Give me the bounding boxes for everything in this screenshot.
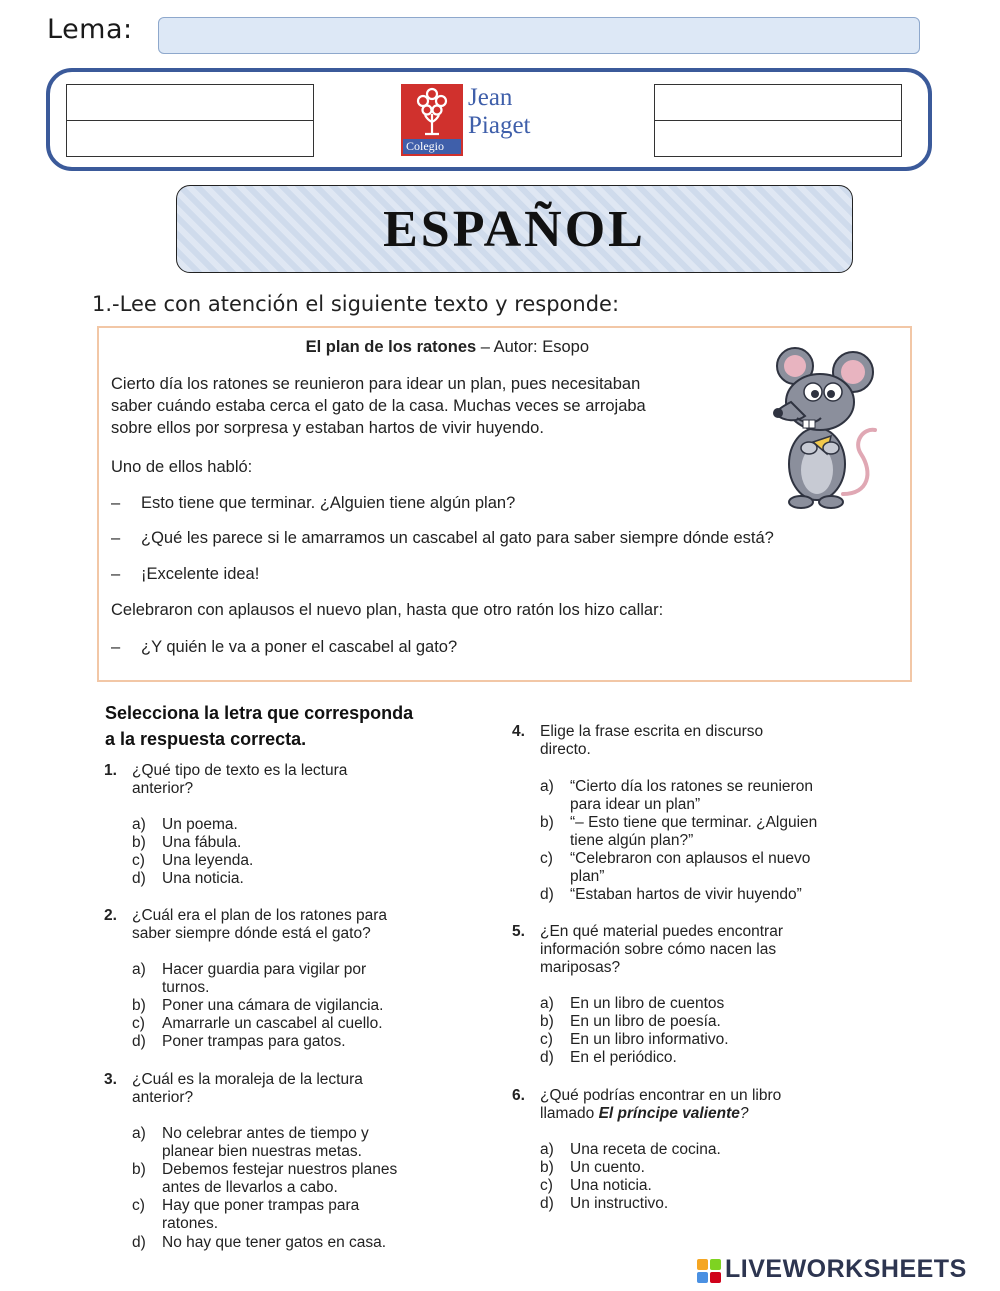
option-text	[162, 1197, 447, 1233]
option-text-line: antes de llevarlos a cabo.	[162, 1179, 338, 1196]
option-2d[interactable]	[132, 1033, 452, 1051]
stem-line: Elige la frase escrita en discurso	[540, 723, 764, 740]
option-text-line: tiene algún plan?”	[570, 832, 694, 849]
header-field-right-1[interactable]	[655, 85, 901, 121]
instruction-text: 1.-Lee con atención el siguiente texto y responde:	[92, 292, 620, 316]
stem-line: información sobre cómo nacen las	[540, 941, 777, 958]
stem-line: ¿Cuál es la moraleja de la lectura	[132, 1071, 363, 1088]
stem-suffix: ?	[739, 1105, 749, 1122]
dialog-line-3	[111, 565, 259, 584]
option-text: No hay que tener gatos en casa.	[162, 1234, 387, 1251]
header-field-right-2[interactable]	[655, 121, 901, 157]
option-text: Amarrarle un cascabel al cuello.	[162, 1015, 383, 1032]
option-text: Una leyenda.	[162, 852, 254, 869]
option-text: Una fábula.	[162, 834, 242, 851]
option-text: Poner una cámara de vigilancia.	[162, 997, 384, 1014]
school-logo	[401, 84, 561, 158]
option-text	[570, 778, 855, 814]
logo-name	[468, 84, 531, 140]
question-number: 5.	[512, 923, 525, 940]
option-text	[162, 1161, 447, 1197]
stem-line: ¿Qué tipo de texto es la lectura	[132, 762, 348, 779]
select-instruction	[105, 700, 465, 752]
option-text-line: “Celebraron con aplausos el nuevo	[570, 850, 811, 867]
option-3c[interactable]	[132, 1197, 452, 1233]
option-text	[162, 961, 447, 997]
brand-name: LIVEWORKSHEETS	[725, 1255, 967, 1283]
option-letter: c)	[132, 1197, 145, 1214]
question-stem	[132, 907, 452, 943]
option-letter: a)	[540, 778, 554, 795]
option-5b[interactable]	[540, 1013, 860, 1031]
option-3d[interactable]	[132, 1234, 452, 1252]
question-stem	[540, 723, 860, 759]
question-number: 1.	[104, 762, 117, 779]
option-letter: d)	[132, 1033, 146, 1050]
option-4c[interactable]	[540, 850, 860, 886]
dialog-dash: –	[111, 565, 121, 583]
stem-line: ¿Qué podrías encontrar en un libro	[540, 1087, 782, 1104]
question-number: 3.	[104, 1071, 117, 1088]
reading-p1-line: Cierto día los ratones se reunieron para idear un plan, pues necesitaban	[111, 375, 641, 393]
option-letter: d)	[132, 870, 146, 887]
option-letter: b)	[540, 814, 554, 831]
stem-line: saber siempre dónde está el gato?	[132, 925, 371, 942]
question-stem	[540, 1087, 860, 1123]
question-stem	[132, 1071, 452, 1107]
brand-blocks-icon	[697, 1259, 723, 1283]
reading-paragraph-3: Celebraron con aplausos el nuevo plan, hasta que otro ratón los hizo callar:	[111, 601, 664, 619]
option-letter: d)	[132, 1234, 146, 1251]
header-field-left-2[interactable]	[67, 121, 313, 157]
option-text-line: plan”	[570, 868, 605, 885]
book-title: El príncipe valiente	[598, 1105, 740, 1122]
option-text: Un cuento.	[570, 1159, 645, 1176]
option-6b[interactable]	[540, 1159, 860, 1177]
option-text	[162, 1125, 447, 1161]
mouse-illustration	[765, 344, 883, 510]
page-title: ESPAÑOL	[383, 201, 646, 258]
option-letter: b)	[132, 997, 146, 1014]
option-1c[interactable]	[132, 852, 452, 870]
option-letter: c)	[132, 1015, 145, 1032]
dialog-text: ¿Y quién le va a poner el cascabel al gato?	[141, 638, 458, 656]
option-text-line: para idear un plan”	[570, 796, 701, 813]
option-text: Una receta de cocina.	[570, 1141, 721, 1158]
option-text	[570, 850, 855, 886]
option-text-line: ratones.	[162, 1215, 219, 1232]
option-text: Una noticia.	[162, 870, 244, 887]
option-text-line: turnos.	[162, 979, 210, 996]
option-letter: c)	[540, 1031, 553, 1048]
dialog-text: ¿Qué les parece si le amarramos un cascabel al gato para saber siempre dónde está?	[141, 529, 774, 547]
option-text-line: Hay que poner trampas para	[162, 1197, 360, 1214]
option-text-line: Hacer guardia para vigilar por	[162, 961, 367, 978]
lema-label: Lema:	[47, 14, 133, 45]
option-3b[interactable]	[132, 1161, 452, 1197]
option-2a[interactable]	[132, 961, 452, 997]
option-text: “Estaban hartos de vivir huyendo”	[570, 886, 802, 903]
reading-p1-line: saber cuándo estaba cerca el gato de la casa. Muchas veces se arrojaba	[111, 397, 646, 415]
option-2b[interactable]	[132, 997, 452, 1015]
select-instruction-line: a la respuesta correcta.	[105, 729, 307, 749]
option-letter: c)	[540, 850, 553, 867]
option-text-line: “Cierto día los ratones se reunieron	[570, 778, 813, 795]
reading-title-author: – Autor: Esopo	[476, 338, 589, 356]
option-text: Una noticia.	[570, 1177, 652, 1194]
option-text: Un poema.	[162, 816, 238, 833]
stem-line	[540, 1105, 860, 1123]
option-1b[interactable]	[132, 834, 452, 852]
option-6c[interactable]	[540, 1177, 860, 1195]
stem-line: ¿En qué material puedes encontrar	[540, 923, 783, 940]
option-text-line: Debemos festejar nuestros planes	[162, 1161, 398, 1178]
option-letter: a)	[132, 816, 146, 833]
logo-line-2: Piaget	[468, 112, 531, 139]
logo-tree-icon	[401, 84, 463, 156]
header-field-left-1[interactable]	[67, 85, 313, 121]
stem-line: mariposas?	[540, 959, 621, 976]
option-text-line: “– Esto tiene que terminar. ¿Alguien	[570, 814, 818, 831]
option-1d[interactable]	[132, 870, 452, 888]
lema-input[interactable]	[158, 17, 920, 54]
option-letter: c)	[540, 1177, 553, 1194]
option-letter: b)	[132, 1161, 146, 1178]
reading-p1-line: sobre ellos por sorpresa y estaban hartos de vivir huyendo.	[111, 419, 544, 437]
dialog-line-1	[111, 494, 515, 513]
dialog-dash: –	[111, 494, 121, 512]
option-text: En el periódico.	[570, 1049, 677, 1066]
stem-line: anterior?	[132, 780, 194, 797]
option-letter: d)	[540, 1049, 554, 1066]
option-5d[interactable]	[540, 1049, 860, 1067]
option-letter: a)	[540, 995, 554, 1012]
option-text-line: planear bien nuestras metas.	[162, 1143, 362, 1160]
option-text: En un libro de cuentos	[570, 995, 725, 1012]
dialog-line-4	[111, 638, 457, 657]
option-letter: d)	[540, 886, 554, 903]
dialog-line-2	[111, 529, 774, 548]
option-5a[interactable]	[540, 995, 860, 1013]
question-stem	[132, 762, 452, 798]
option-letter: b)	[132, 834, 146, 851]
option-letter: a)	[540, 1141, 554, 1158]
option-letter: c)	[132, 852, 145, 869]
reading-title	[99, 338, 589, 357]
dialog-text: ¡Excelente idea!	[141, 565, 260, 583]
option-4b[interactable]	[540, 814, 860, 850]
option-5c[interactable]	[540, 1031, 860, 1049]
dialog-dash: –	[111, 638, 121, 656]
option-4a[interactable]	[540, 778, 860, 814]
option-6d[interactable]	[540, 1195, 860, 1213]
logo-badge-text: Colegio	[403, 139, 461, 154]
dialog-dash: –	[111, 529, 121, 547]
select-instruction-line: Selecciona la letra que corresponda	[105, 703, 414, 723]
question-number: 2.	[104, 907, 117, 924]
option-6a[interactable]	[540, 1141, 860, 1159]
option-letter: d)	[540, 1195, 554, 1212]
option-4d[interactable]	[540, 886, 860, 904]
reading-paragraph-2: Uno de ellos habló:	[111, 458, 253, 476]
option-text	[570, 814, 855, 850]
option-1a[interactable]	[132, 816, 452, 834]
reading-title-main: El plan de los ratones	[305, 338, 477, 356]
question-stem	[540, 923, 860, 977]
title-banner	[176, 185, 853, 273]
option-text: Poner trampas para gatos.	[162, 1033, 346, 1050]
option-3a[interactable]	[132, 1125, 452, 1161]
question-number: 6.	[512, 1087, 525, 1104]
stem-line: anterior?	[132, 1089, 194, 1106]
option-text: En un libro informativo.	[570, 1031, 729, 1048]
option-letter: a)	[132, 961, 146, 978]
option-letter: b)	[540, 1159, 554, 1176]
dialog-text: Esto tiene que terminar. ¿Alguien tiene algún plan?	[141, 494, 516, 512]
option-text: Un instructivo.	[570, 1195, 669, 1212]
stem-line: ¿Cuál era el plan de los ratones para	[132, 907, 388, 924]
stem-line: directo.	[540, 741, 591, 758]
question-number: 4.	[512, 723, 525, 740]
option-text: En un libro de poesía.	[570, 1013, 721, 1030]
option-2c[interactable]	[132, 1015, 452, 1033]
reading-paragraph-1	[111, 373, 646, 439]
header-fields-right	[654, 84, 902, 157]
stem-prefix: llamado	[540, 1105, 599, 1122]
option-text-line: No celebrar antes de tiempo y	[162, 1125, 369, 1142]
header-fields-left	[66, 84, 314, 157]
option-letter: a)	[132, 1125, 146, 1142]
logo-line-1: Jean	[468, 84, 513, 111]
option-letter: b)	[540, 1013, 554, 1030]
